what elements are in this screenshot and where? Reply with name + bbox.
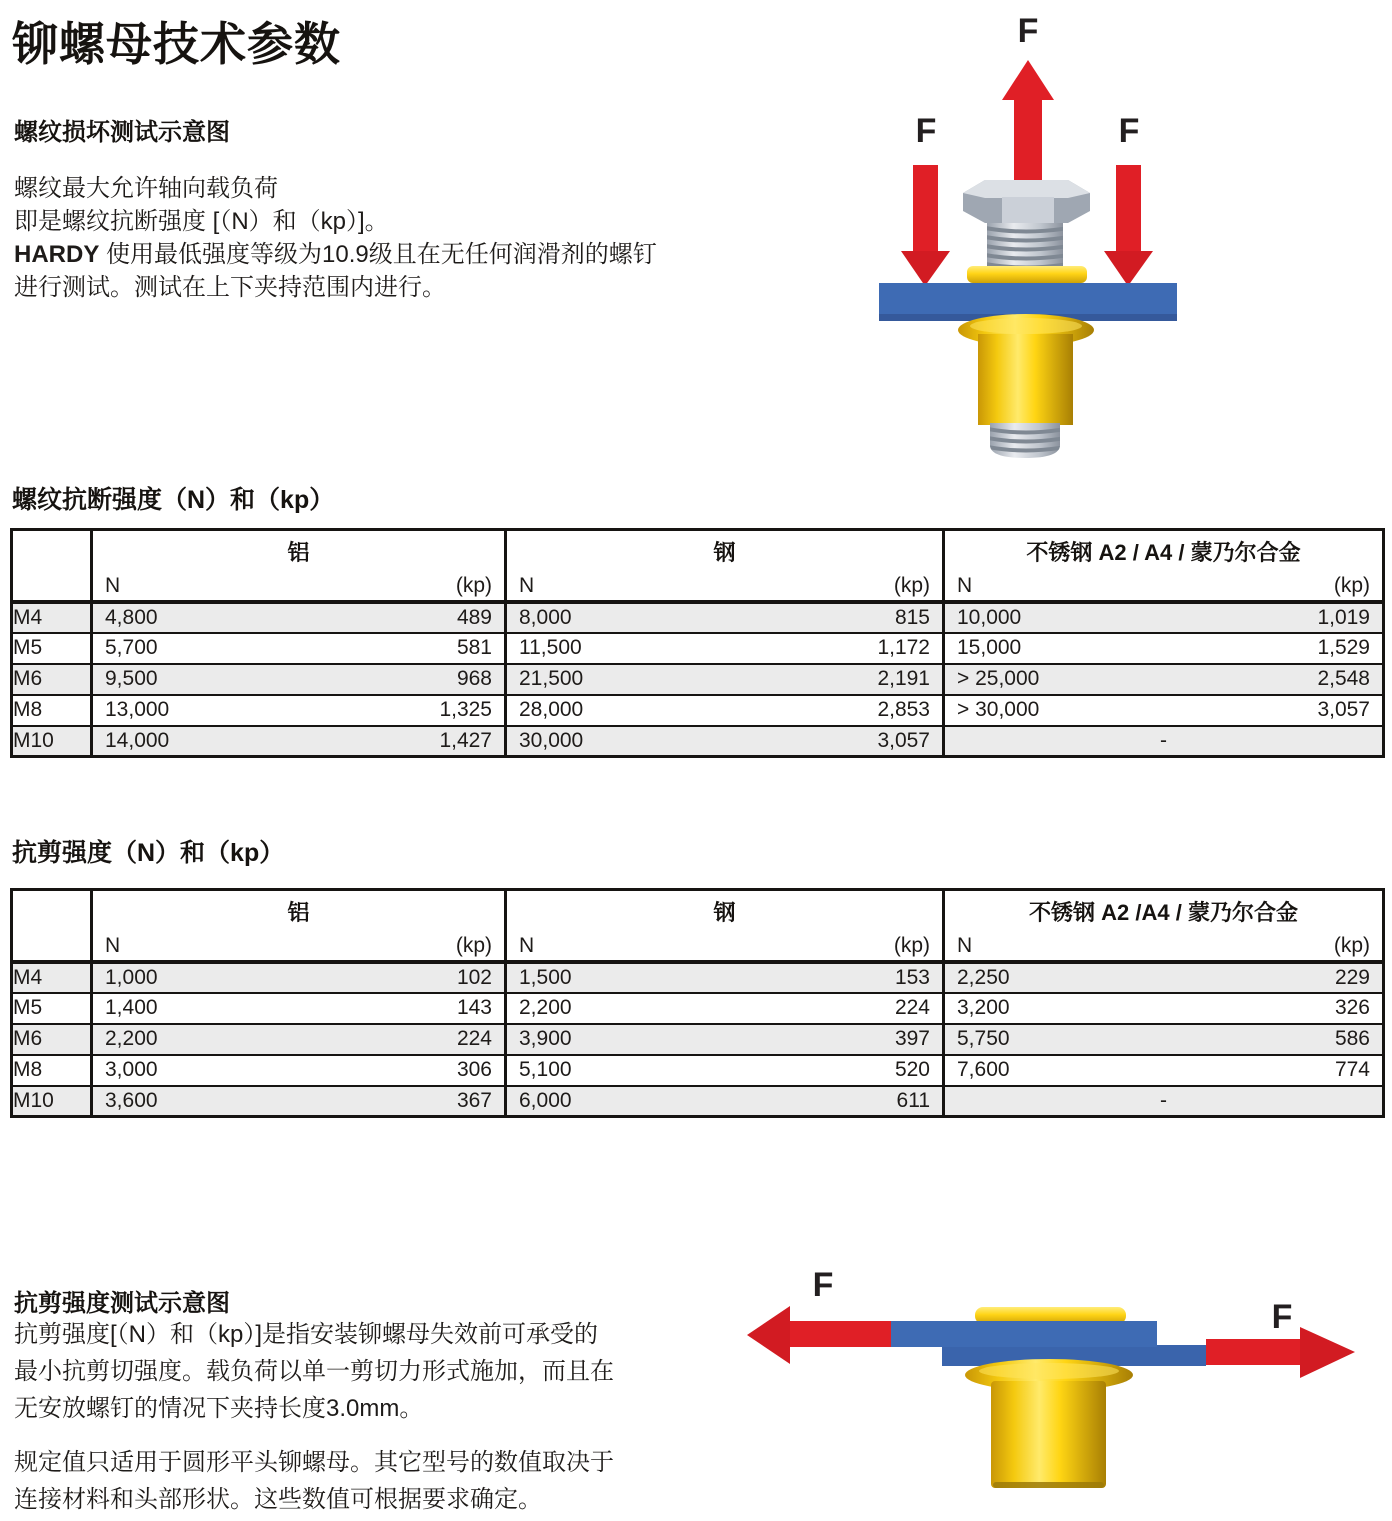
data-cell [506, 602, 944, 633]
subheader-kp: (kp) [455, 573, 492, 597]
column-subheader [944, 572, 1384, 602]
value-n: 1,000 [105, 965, 158, 989]
data-cell [92, 962, 506, 993]
value-kp: 611 [896, 1088, 930, 1112]
subheader-kp: (kp) [1333, 933, 1370, 957]
value-n: 13,000 [105, 698, 170, 721]
rivet-nut-body [958, 314, 1094, 425]
force-label-right: F [1118, 112, 1140, 150]
value-n: 14,000 [105, 728, 170, 752]
paragraph-line: 抗剪强度[（N）和（kp）]是指安装铆螺母失效前可承受的 [14, 1321, 599, 1348]
value-kp: 1,172 [877, 636, 930, 659]
column-group-header: 钢 [506, 530, 944, 572]
value-n: 30,000 [519, 728, 584, 752]
value-n: > 30,000 [957, 698, 1040, 721]
row-label: M8 [12, 1055, 92, 1086]
data-cell [92, 664, 506, 695]
paragraph-line: 进行测试。测试在上下夹持范围内进行。 [14, 274, 446, 301]
value-n: 10,000 [957, 605, 1022, 629]
shear-test-diagram [700, 1250, 1392, 1520]
column-subheader [506, 932, 944, 962]
value-kp: 774 [1334, 1058, 1370, 1081]
threaded-stud [980, 223, 1075, 268]
value-kp: 326 [1334, 996, 1370, 1019]
table-corner-cell [12, 530, 92, 602]
table-row [12, 1086, 1384, 1117]
data-cell [92, 993, 506, 1024]
thread-test-diagram [830, 0, 1260, 470]
subheader-n: N [105, 933, 121, 957]
value-kp: 367 [456, 1088, 492, 1112]
value-kp: 229 [1334, 965, 1370, 989]
shear-test-paragraph-2 [14, 1444, 614, 1518]
thread-test-paragraph [14, 172, 657, 304]
shear-test-paragraph-1 [14, 1316, 614, 1427]
value-n: 2,250 [957, 965, 1010, 989]
data-cell-empty [944, 726, 1384, 757]
table-row [12, 962, 1384, 993]
data-cell [944, 1024, 1384, 1055]
data-cell [506, 1086, 944, 1117]
empty-value: - [1160, 1088, 1167, 1112]
subheader-kp: (kp) [893, 573, 930, 597]
row-label: M5 [12, 633, 92, 664]
data-cell [944, 633, 1384, 664]
data-cell [944, 962, 1384, 993]
value-kp: 1,529 [1317, 636, 1370, 659]
data-cell [92, 726, 506, 757]
data-cell [944, 664, 1384, 695]
subheader-n: N [105, 573, 121, 597]
table-row [12, 695, 1384, 726]
data-cell [506, 993, 944, 1024]
column-subheader [506, 572, 944, 602]
force-arrow-up [1002, 60, 1054, 190]
data-cell [506, 664, 944, 695]
data-cell-empty [944, 1086, 1384, 1117]
column-group-header: 铝 [92, 890, 506, 932]
value-kp: 1,019 [1317, 605, 1370, 629]
value-kp: 1,427 [439, 728, 492, 752]
force-label-left: F [915, 112, 937, 150]
paragraph-line: 无安放螺钉的情况下夹持长度3.0mm。 [14, 1395, 424, 1422]
page-title: 铆螺母技术参数 [12, 18, 341, 70]
rivet-nut-body [965, 1359, 1133, 1488]
subheader-kp: (kp) [1333, 573, 1370, 597]
value-n: 3,000 [105, 1058, 158, 1081]
paragraph-line: 螺纹最大允许轴向载负荷 [14, 175, 278, 202]
value-n: 7,600 [957, 1058, 1010, 1081]
data-cell [506, 633, 944, 664]
table-row [12, 993, 1384, 1024]
thread-strength-table [10, 528, 1385, 758]
empty-value: - [1160, 728, 1167, 752]
value-n: 3,200 [957, 996, 1010, 1019]
value-kp: 586 [1334, 1027, 1370, 1050]
shear-strength-table [10, 888, 1385, 1118]
data-cell [944, 993, 1384, 1024]
force-label-left: F [812, 1266, 834, 1304]
value-n: 11,500 [519, 636, 582, 659]
value-kp: 520 [894, 1058, 930, 1081]
paragraph-line: 最小抗剪切强度。载负荷以单一剪切力形式施加，而且在 [14, 1358, 614, 1385]
brand-name: HARDY [14, 241, 100, 268]
subheader-n: N [519, 573, 535, 597]
table-row [12, 1055, 1384, 1086]
value-kp: 2,853 [877, 698, 930, 721]
row-label: M6 [12, 1024, 92, 1055]
value-n: 2,200 [105, 1027, 158, 1050]
data-cell [92, 602, 506, 633]
value-n: 6,000 [519, 1088, 572, 1112]
table-corner-cell [12, 890, 92, 962]
value-kp: 102 [456, 965, 492, 989]
value-kp: 3,057 [1317, 698, 1370, 721]
paragraph-line: 规定值只适用于圆形平头铆螺母。其它型号的数值取决于 [14, 1449, 614, 1476]
column-subheader [92, 572, 506, 602]
value-n: 21,500 [519, 667, 584, 690]
subheader-kp: (kp) [893, 933, 930, 957]
row-label: M6 [12, 664, 92, 695]
data-cell [506, 962, 944, 993]
value-kp: 489 [456, 605, 492, 629]
value-kp: 224 [456, 1027, 492, 1050]
data-cell [506, 1024, 944, 1055]
column-group-header: 不锈钢 A2 /A4 / 蒙乃尔合金 [944, 890, 1384, 932]
value-n: 3,600 [105, 1088, 158, 1112]
column-group-header: 铝 [92, 530, 506, 572]
column-group-header: 钢 [506, 890, 944, 932]
hex-nut [963, 180, 1090, 223]
data-cell [92, 1055, 506, 1086]
rivet-flange [967, 266, 1087, 283]
column-subheader [92, 932, 506, 962]
table-row [12, 726, 1384, 757]
value-kp: 2,191 [877, 667, 930, 690]
value-n: 28,000 [519, 698, 584, 721]
thread-test-heading: 螺纹损坏测试示意图 [14, 119, 230, 146]
shear-test-heading: 抗剪强度测试示意图 [14, 1290, 230, 1317]
value-kp: 153 [894, 965, 930, 989]
data-cell [506, 726, 944, 757]
value-n: 1,400 [105, 996, 158, 1019]
data-cell [944, 602, 1384, 633]
value-n: > 25,000 [957, 667, 1040, 690]
value-n: 15,000 [957, 636, 1022, 659]
force-label-right: F [1271, 1298, 1293, 1336]
column-subheader [944, 932, 1384, 962]
column-group-header: 不锈钢 A2 / A4 / 蒙乃尔合金 [944, 530, 1384, 572]
force-arrow-down-left [901, 165, 950, 286]
force-arrow-left [747, 1306, 892, 1364]
value-kp: 815 [894, 605, 930, 629]
force-arrow-down-right [1104, 165, 1153, 286]
value-n: 2,200 [519, 996, 572, 1019]
row-label: M4 [12, 962, 92, 993]
value-kp: 224 [894, 996, 930, 1019]
value-kp: 3,057 [877, 728, 930, 752]
value-n: 4,800 [105, 605, 158, 629]
paragraph-line: HARDY 使用最低强度等级为10.9级且在无任何润滑剂的螺钉 [14, 241, 657, 268]
value-kp: 306 [456, 1058, 492, 1081]
row-label: M5 [12, 993, 92, 1024]
data-cell [92, 1024, 506, 1055]
subheader-kp: (kp) [455, 933, 492, 957]
subheader-n: N [957, 933, 973, 957]
value-kp: 1,325 [439, 698, 492, 721]
value-n: 3,900 [519, 1027, 572, 1050]
table-row [12, 1024, 1384, 1055]
table-row [12, 633, 1384, 664]
table-row [12, 664, 1384, 695]
subheader-n: N [957, 573, 973, 597]
paragraph-line: 连接材料和头部形状。这些数值可根据要求确定。 [14, 1486, 542, 1513]
data-cell [944, 695, 1384, 726]
value-n: 1,500 [519, 965, 572, 989]
table-row [12, 602, 1384, 633]
row-label: M4 [12, 602, 92, 633]
row-label: M10 [12, 726, 92, 757]
value-kp: 2,548 [1317, 667, 1370, 690]
subheader-n: N [519, 933, 535, 957]
data-cell [92, 1086, 506, 1117]
paragraph-line: 即是螺纹抗断强度 [（N）和（kp）]。 [14, 208, 389, 235]
thread-strength-table-title: 螺纹抗断强度（N）和（kp） [12, 486, 335, 514]
value-n: 9,500 [105, 667, 158, 690]
data-cell [944, 1055, 1384, 1086]
value-kp: 968 [456, 667, 492, 690]
row-label: M8 [12, 695, 92, 726]
data-cell [506, 1055, 944, 1086]
force-label-top: F [1017, 12, 1039, 50]
data-cell [506, 695, 944, 726]
row-label: M10 [12, 1086, 92, 1117]
value-kp: 143 [456, 996, 492, 1019]
value-kp: 397 [894, 1027, 930, 1050]
value-kp: 581 [456, 636, 492, 659]
value-n: 8,000 [519, 605, 572, 629]
value-n: 5,750 [957, 1027, 1010, 1050]
data-cell [92, 695, 506, 726]
threaded-tip [983, 423, 1071, 458]
value-n: 5,100 [519, 1058, 572, 1081]
data-cell [92, 633, 506, 664]
shear-strength-table-title: 抗剪强度（N）和（kp） [12, 839, 285, 867]
upper-plate [891, 1321, 1157, 1347]
value-n: 5,700 [105, 636, 158, 659]
